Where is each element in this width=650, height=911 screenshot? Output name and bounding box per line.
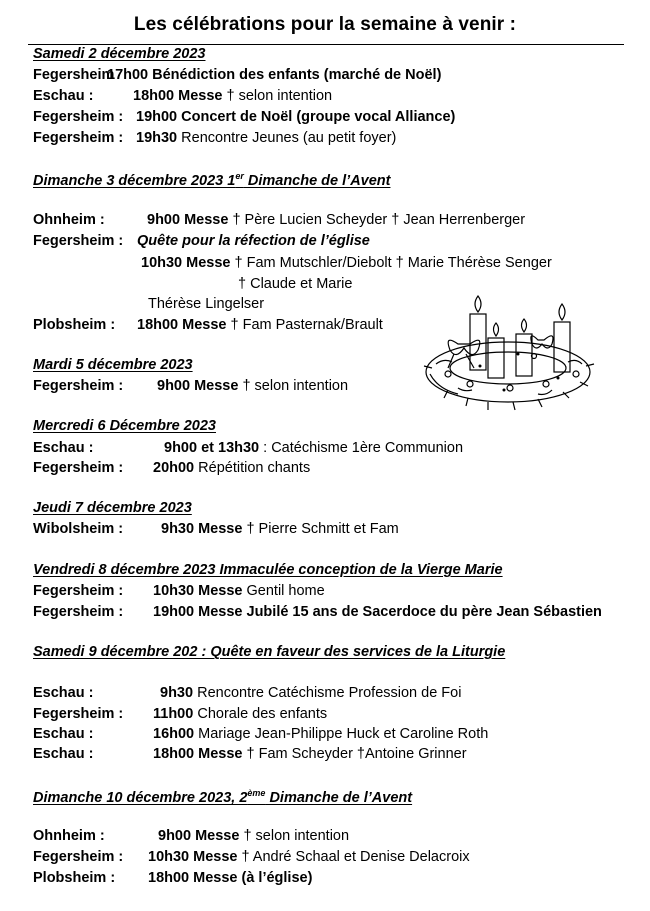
event-time: 18h00 Messe xyxy=(137,317,227,333)
schedule-line xyxy=(33,726,633,746)
event-time: 10h30 Messe xyxy=(153,583,243,599)
place-label: Eschau : xyxy=(33,440,94,456)
event-description: : Catéchisme 1ère Communion xyxy=(259,440,464,456)
event-time: 9h00 Messe xyxy=(158,828,240,844)
place-label: Fegersheim : xyxy=(33,460,124,476)
event-intention: † André Schaal et Denise Delacroix xyxy=(237,849,470,865)
schedule-line xyxy=(33,276,633,296)
schedule-line xyxy=(33,378,633,398)
place-label: Fegersheim : xyxy=(33,849,124,865)
event-text: 19h00 Concert de Noël (groupe vocal Alliance) xyxy=(136,109,456,125)
place-label: Fegersheim : xyxy=(33,233,124,249)
schedule-line xyxy=(33,212,633,232)
schedule-line xyxy=(33,67,633,87)
event-time: 16h00 xyxy=(153,726,195,742)
event-text: 18h00 Messe (à l’église) xyxy=(148,870,313,886)
day-heading: Mercredi 6 Décembre 2023 xyxy=(33,418,216,434)
title-rule xyxy=(28,44,624,45)
event-intention: † Claude et Marie xyxy=(238,276,353,292)
schedule-line xyxy=(33,88,633,108)
day-heading: Vendredi 8 décembre 2023 Immaculée conception de la Vierge Marie xyxy=(33,562,503,578)
event-description: Rencontre Jeunes (au petit foyer) xyxy=(181,130,397,146)
event-intention: † Fam Mutschler/Diebolt † Marie Thérèse Senger xyxy=(230,255,552,271)
event-intention: Thérèse Lingelser xyxy=(148,296,265,312)
event-intention: † selon intention xyxy=(226,88,333,104)
event-time: 9h30 xyxy=(160,685,194,701)
place-label: Fegersheim : xyxy=(33,130,124,146)
event-time: 19h30 xyxy=(136,130,178,146)
event-time: 10h30 Messe xyxy=(148,849,238,865)
schedule-line xyxy=(33,233,633,253)
day-heading: Dimanche 3 décembre 2023 1er Dimanche de l’Avent xyxy=(33,171,391,189)
place-label: Fegersheim : xyxy=(33,378,124,394)
schedule-line xyxy=(33,440,633,460)
place-label: Plobsheim : xyxy=(33,317,116,333)
place-label: Eschau : xyxy=(33,746,94,762)
schedule-line xyxy=(33,870,633,890)
event-description: Gentil home xyxy=(246,583,325,599)
quete-notice: Quête pour la réfection de l’église xyxy=(137,233,370,249)
place-label: Fegersheim : xyxy=(33,583,124,599)
event-intention: † Père Lucien Scheyder † Jean Herrenberger xyxy=(228,212,526,228)
event-description: Chorale des enfants xyxy=(197,706,328,722)
place-label: Fegersheim : xyxy=(33,604,124,620)
event-intention: † Fam Pasternak/Brault xyxy=(226,317,383,333)
place-label: Fegersheim xyxy=(33,67,115,83)
schedule-line xyxy=(33,255,633,275)
day-heading: Samedi 2 décembre 2023 xyxy=(33,46,206,62)
event-description: Mariage Jean-Philippe Huck et Caroline Roth xyxy=(198,726,489,742)
event-intention: † Pierre Schmitt et Fam xyxy=(246,521,399,537)
event-intention: † selon intention xyxy=(242,378,349,394)
place-label: Eschau : xyxy=(33,88,94,104)
event-time: 18h00 Messe xyxy=(153,746,243,762)
day-heading: Jeudi 7 décembre 2023 xyxy=(33,500,192,516)
schedule-line xyxy=(33,521,633,541)
page-title: Les célébrations pour la semaine à venir : xyxy=(133,14,517,35)
schedule-line xyxy=(33,583,633,603)
event-time: 9h00 Messe xyxy=(157,378,239,394)
place-label: Eschau : xyxy=(33,726,94,742)
schedule-line xyxy=(33,604,633,624)
schedule-line xyxy=(33,109,633,129)
place-label: Ohnheim : xyxy=(33,828,105,844)
place-label: Ohnheim : xyxy=(33,212,105,228)
event-time: 9h00 Messe xyxy=(147,212,229,228)
event-time: 9h00 et 13h30 xyxy=(164,440,260,456)
day-heading: Mardi 5 décembre 2023 xyxy=(33,357,193,373)
place-label: Eschau : xyxy=(33,685,94,701)
day-heading: Dimanche 10 décembre 2023, 2ème Dimanche de l’Avent xyxy=(33,788,413,806)
event-text: 17h00 Bénédiction des enfants (marché de Noël) xyxy=(107,67,442,83)
schedule-line xyxy=(33,828,633,848)
event-intention: † selon intention xyxy=(239,828,350,844)
place-label: Wibolsheim : xyxy=(33,521,124,537)
place-label: Plobsheim : xyxy=(33,870,116,886)
day-heading: Samedi 9 décembre 202 : Quête en faveur des services de la Liturgie xyxy=(33,644,506,660)
place-label: Fegersheim : xyxy=(33,109,124,125)
schedule-line xyxy=(33,460,633,480)
event-intention: † Fam Scheyder †Antoine Grinner xyxy=(246,746,467,762)
schedule-line xyxy=(33,130,633,150)
schedule-line xyxy=(33,746,633,766)
schedule-line xyxy=(33,849,633,869)
event-time: 10h30 Messe xyxy=(141,255,231,271)
event-description: Répétition chants xyxy=(198,460,311,476)
event-time: 9h30 Messe xyxy=(161,521,243,537)
event-time: 18h00 Messe xyxy=(133,88,223,104)
event-description: Rencontre Catéchisme Profession de Foi xyxy=(197,685,462,701)
event-text: 19h00 Messe Jubilé 15 ans de Sacerdoce du père Jean Sébastien xyxy=(153,604,602,620)
event-time: 11h00 xyxy=(153,706,194,722)
schedule-line xyxy=(33,706,633,726)
event-time: 20h00 xyxy=(153,460,195,476)
place-label: Fegersheim : xyxy=(33,706,124,722)
schedule-line xyxy=(33,685,633,705)
